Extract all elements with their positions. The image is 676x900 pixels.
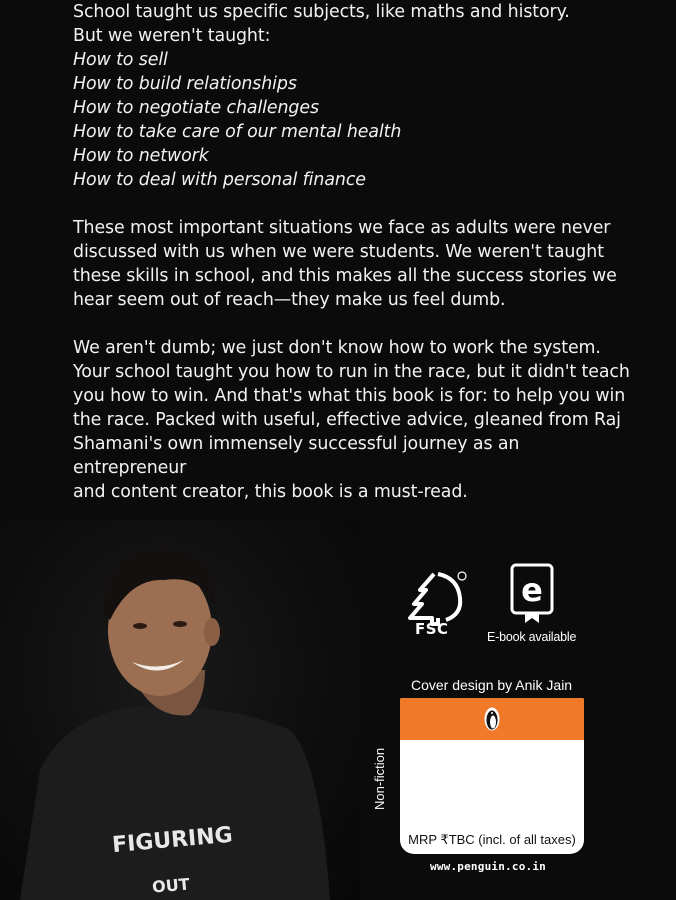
back-cover-blurb bbox=[73, 0, 633, 504]
skill-list-item: How to deal with personal finance bbox=[73, 170, 366, 190]
blurb-line: the race. Packed with useful, effective advice, gleaned from Raj bbox=[73, 410, 621, 430]
skill-list-item: How to build relationships bbox=[73, 74, 297, 94]
ebook-letter: e bbox=[521, 571, 543, 609]
penguin-logo-icon bbox=[484, 707, 500, 731]
price-box bbox=[400, 698, 584, 854]
blurb-line: Your school taught you how to run in the race, but it didn't teach bbox=[73, 362, 630, 382]
skill-list-item: How to negotiate challenges bbox=[73, 98, 319, 118]
blurb-line: Shamani's own immensely successful journey as an entrepreneur bbox=[73, 434, 520, 478]
skill-list-item: How to take care of our mental health bbox=[73, 122, 402, 142]
fsc-label: FSC bbox=[415, 620, 449, 638]
penguin-band bbox=[400, 698, 584, 740]
blurb-line: These most important situations we face as adults were never bbox=[73, 218, 611, 238]
blurb-line: We aren't dumb; we just don't know how to work the system. bbox=[73, 338, 601, 358]
price-label: MRP ₹TBC (incl. of all taxes) bbox=[408, 832, 576, 847]
skill-list-item: How to sell bbox=[73, 50, 168, 70]
publisher-website: www.penguin.co.in bbox=[430, 860, 546, 873]
blurb-line: School taught us specific subjects, like maths and history. bbox=[73, 2, 570, 22]
ebook-label: E-book available bbox=[487, 630, 577, 644]
cover-credit: Cover design by Anik Jain bbox=[411, 677, 573, 693]
shirt-print-line1: FIGURING bbox=[111, 822, 234, 859]
shirt-print-line2: OUT bbox=[151, 874, 191, 897]
blurb-line: and content creator, this book is a must-read. bbox=[73, 482, 468, 502]
blurb-line: But we weren't taught: bbox=[73, 26, 271, 46]
author-photo bbox=[0, 520, 360, 900]
blurb-line: discussed with us when we were students. We weren't taught bbox=[73, 242, 604, 262]
blurb-line: hear seem out of reach—they make us feel dumb. bbox=[73, 290, 506, 310]
ebook-icon bbox=[509, 563, 555, 625]
blurb-line: these skills in school, and this makes all the success stories we bbox=[73, 266, 617, 286]
category-label: Non-fiction bbox=[372, 747, 387, 810]
blurb-line: you how to win. And that's what this book is for: to help you win bbox=[73, 386, 626, 406]
skill-list-item: How to network bbox=[73, 146, 209, 166]
